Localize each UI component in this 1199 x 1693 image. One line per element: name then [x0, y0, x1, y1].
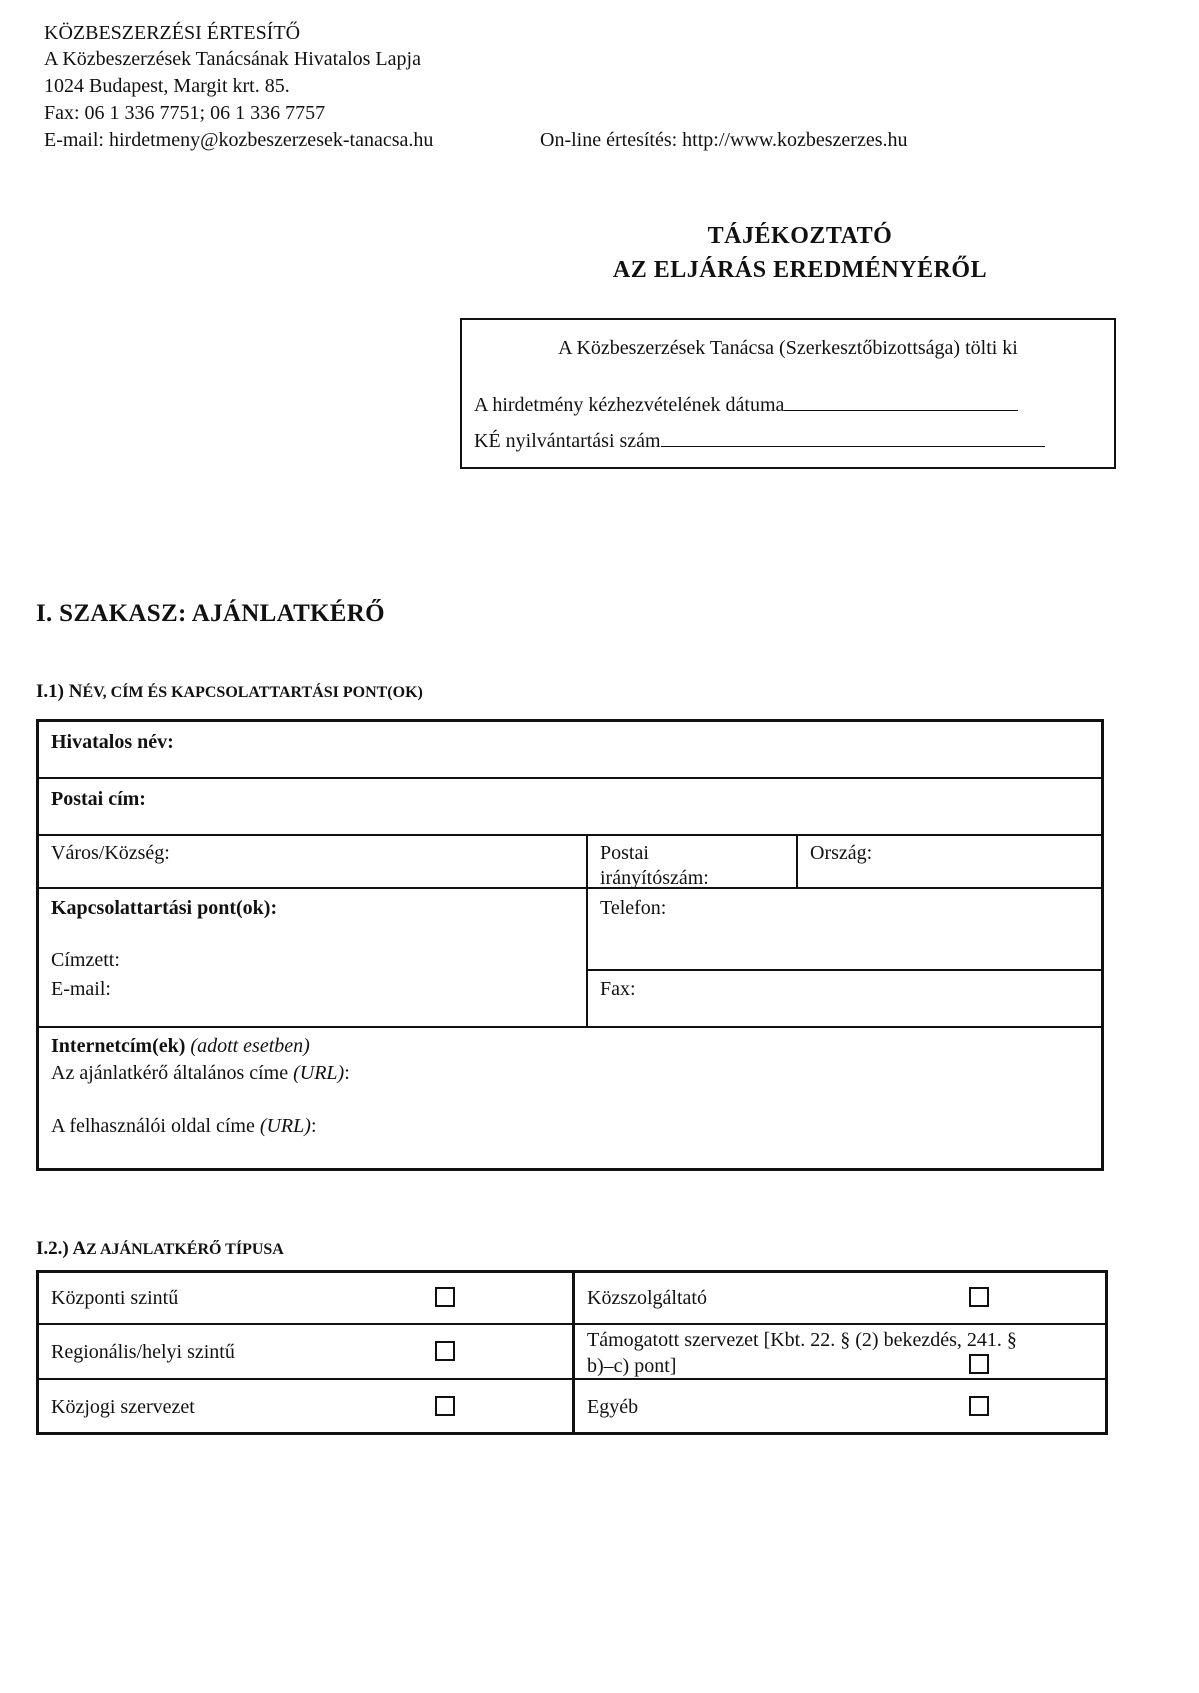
type-other-checkbox[interactable] [969, 1396, 989, 1416]
divider [39, 887, 1101, 889]
editorial-box-heading: A Közbeszerzések Tanácsa (Szerkesztőbizottsága) tölti ki [558, 337, 1018, 359]
type-central-label: Központi szintű [51, 1287, 179, 1309]
type-regional-checkbox[interactable] [435, 1341, 455, 1361]
type-regional-label: Regionális/helyi szintű [51, 1341, 235, 1363]
subsection-1-title [36, 681, 423, 703]
divider [572, 1273, 575, 1432]
divider [39, 1026, 1101, 1028]
subsection-1-number: I.1) [36, 681, 64, 702]
publication-fax: Fax: 06 1 336 7751; 06 1 336 7757 [44, 102, 326, 124]
contact-points-label[interactable]: Kapcsolattartási pont(ok): [51, 897, 278, 919]
subsection-2-title [36, 1238, 284, 1260]
type-central-checkbox[interactable] [435, 1287, 455, 1307]
subsection-2-number: I.2.) [36, 1238, 69, 1259]
postal-code-label-line2: irányítószám: [600, 867, 709, 889]
general-url-label[interactable] [51, 1060, 350, 1086]
email-label[interactable]: E-mail: [51, 978, 111, 1000]
type-subsidized-label-line2: b)–c) pont] [587, 1355, 677, 1377]
attention-label[interactable]: Címzett: [51, 949, 120, 971]
subsection-1-title-rest: ÉV, CÍM ÉS KAPCSOLATTARTÁSI PONT(OK) [82, 684, 423, 701]
section-title: I. SZAKASZ: AJÁNLATKÉRŐ [36, 600, 385, 627]
subsection-2-title-initial: A [72, 1238, 87, 1259]
type-public-law-checkbox[interactable] [435, 1396, 455, 1416]
city-label[interactable]: Város/Község: [51, 842, 170, 864]
divider [796, 834, 798, 887]
divider [39, 1323, 1105, 1325]
general-url-colon: : [344, 1062, 350, 1084]
phone-label[interactable]: Telefon: [600, 897, 667, 919]
contact-form-table [36, 719, 1104, 1171]
postal-address-label[interactable]: Postai cím: [51, 788, 146, 810]
type-subsidized-checkbox[interactable] [969, 1354, 989, 1374]
postal-code-label-line1[interactable]: Postai [600, 842, 649, 864]
type-utility-checkbox[interactable] [969, 1287, 989, 1307]
divider [39, 777, 1101, 779]
publication-subtitle: A Közbeszerzések Tanácsának Hivatalos Lapja [44, 48, 421, 70]
type-subsidized-label-line1: Támogatott szervezet [Kbt. 22. § (2) bekezdés, 241. § [587, 1329, 1017, 1351]
buyer-type-table [36, 1270, 1108, 1435]
buyer-profile-abbr: (URL) [259, 1115, 311, 1137]
buyer-profile-text: A felhasználói oldal címe [51, 1115, 255, 1137]
publication-online-link[interactable]: On-line értesítés: http://www.kozbeszerzes.hu [540, 129, 908, 151]
divider [586, 834, 588, 1026]
subsection-2-title-rest: Z AJÁNLATKÉRŐ TÍPUSA [86, 1241, 284, 1258]
internet-addresses-title: Internetcím(ek) [51, 1035, 186, 1057]
receipt-date-row [474, 392, 1018, 417]
publication-name: KÖZBESZERZÉSI ÉRTESÍTŐ [44, 22, 301, 44]
internet-addresses-note: (adott esetben) [190, 1035, 310, 1057]
type-utility-label: Közszolgáltató [587, 1287, 707, 1309]
official-name-label[interactable]: Hivatalos név: [51, 731, 174, 753]
general-url-abbr: (URL) [293, 1062, 345, 1084]
receipt-date-label: A hirdetmény kézhezvételének dátuma [474, 394, 785, 416]
document-title-line2: AZ ELJÁRÁS EREDMÉNYÉRŐL [612, 257, 988, 283]
buyer-profile-url-label[interactable] [51, 1113, 317, 1139]
divider [39, 1378, 1105, 1380]
registry-number-field[interactable] [661, 428, 1045, 447]
document-title-line1: TÁJÉKOZTATÓ [707, 223, 893, 249]
registry-number-label: KÉ nyilvántartási szám [474, 430, 661, 452]
internet-addresses-label [51, 1033, 310, 1059]
divider [586, 969, 1101, 971]
publication-email: E-mail: hirdetmeny@kozbeszerzesek-tanacsa.hu [44, 129, 434, 151]
buyer-profile-colon: : [310, 1115, 317, 1137]
type-public-law-label: Közjogi szervezet [51, 1396, 195, 1418]
general-url-text: Az ajánlatkérő általános címe [51, 1062, 289, 1084]
publication-address: 1024 Budapest, Margit krt. 85. [44, 75, 290, 97]
receipt-date-field[interactable] [784, 392, 1018, 411]
type-other-label: Egyéb [587, 1396, 639, 1418]
editorial-box [460, 318, 1116, 469]
registry-number-row [474, 428, 1045, 453]
subsection-1-title-initial: N [68, 681, 83, 702]
divider [39, 834, 1101, 836]
country-label[interactable]: Ország: [810, 842, 873, 864]
fax-label[interactable]: Fax: [600, 978, 636, 1000]
